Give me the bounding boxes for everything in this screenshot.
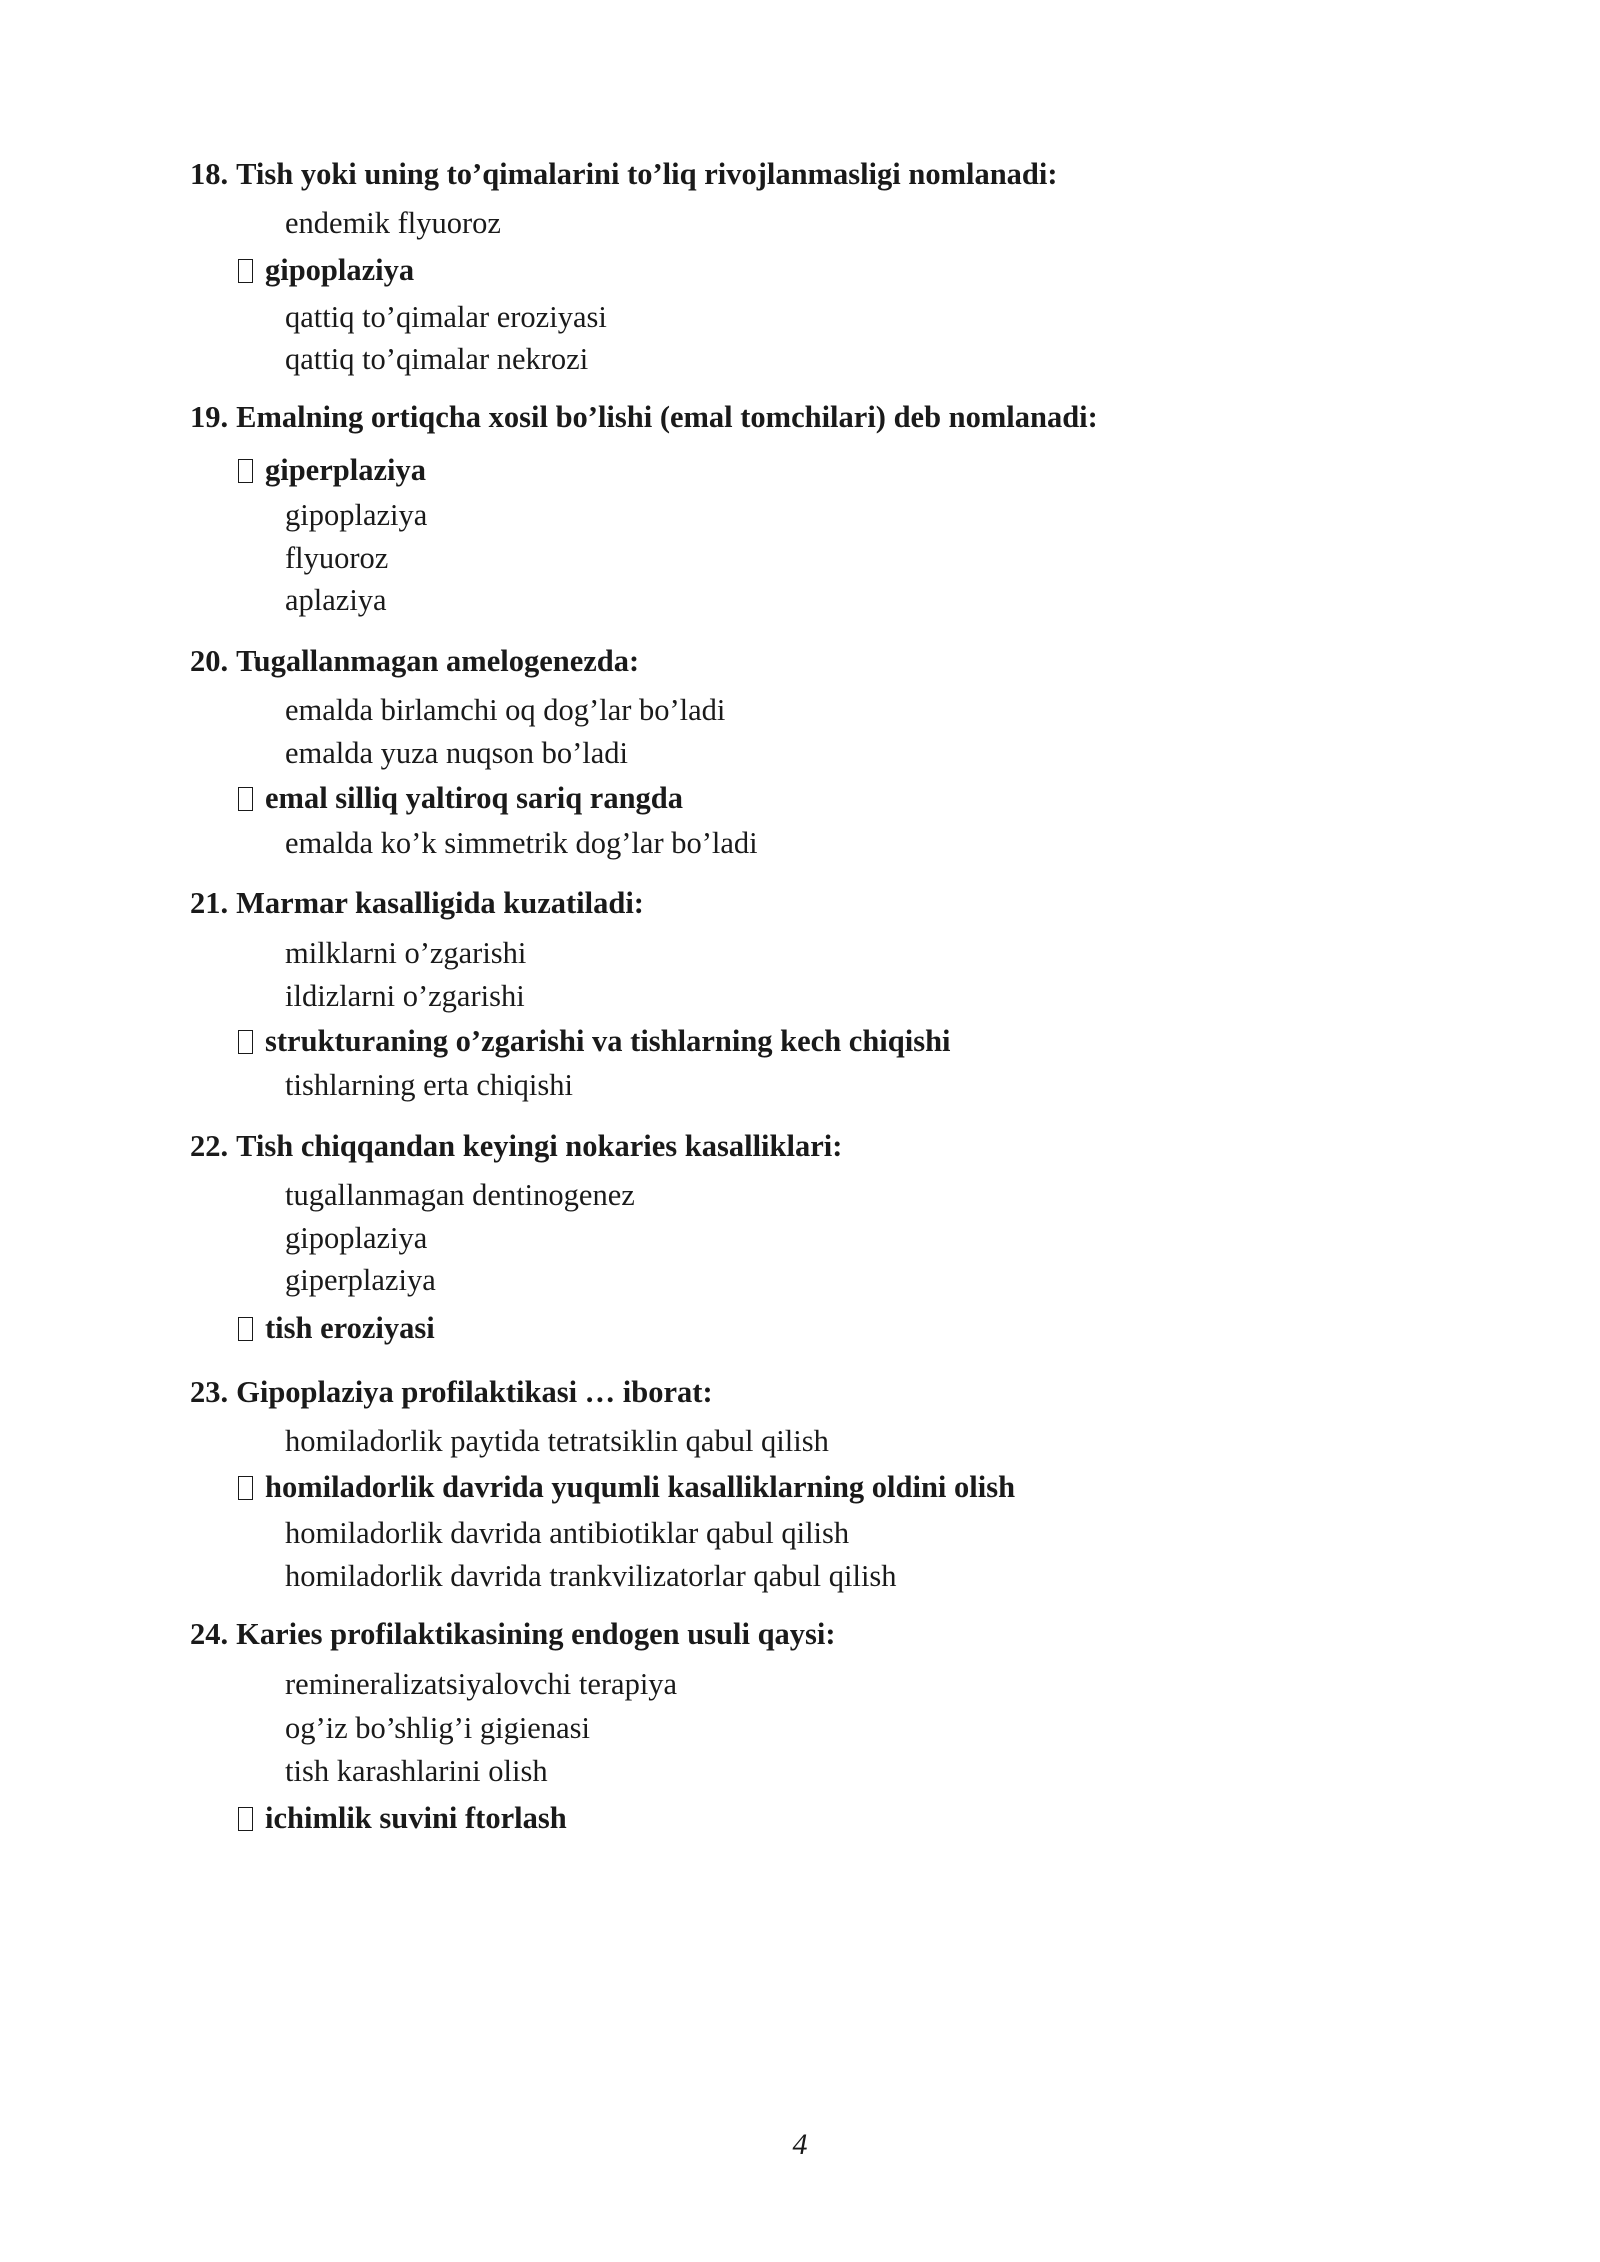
answer-option	[285, 585, 387, 616]
answer-option-text: tishlarning erta chiqishi	[285, 1068, 573, 1102]
question-number: 20.	[190, 644, 229, 678]
answer-option-text: emalda ko’k simmetrik dog’lar bo’ladi	[285, 826, 758, 860]
question-heading	[190, 1131, 842, 1162]
answer-option	[285, 1180, 635, 1211]
answer-option	[285, 938, 526, 969]
answer-option-correct	[238, 1472, 1015, 1503]
answer-option	[285, 302, 607, 333]
answer-option-text: flyuoroz	[285, 541, 389, 575]
answer-option	[285, 738, 628, 769]
answer-option-text: endemik flyuoroz	[285, 206, 501, 240]
answer-option-correct	[238, 455, 426, 486]
question-heading	[190, 646, 639, 677]
answer-option-correct	[238, 1313, 435, 1344]
question-heading	[190, 1619, 836, 1650]
correct-answer-box-icon	[238, 259, 253, 283]
answer-option-correct	[238, 1803, 567, 1834]
answer-option-text: aplaziya	[285, 583, 387, 617]
answer-option-text: ichimlik suvini ftorlash	[265, 1801, 567, 1835]
answer-option-text: qattiq to’qimalar nekrozi	[285, 342, 589, 376]
correct-answer-box-icon	[238, 787, 253, 811]
answer-option	[285, 1265, 436, 1296]
question-text: Tish yoki uning to’qimalarini to’liq rivojlanmasligi nomlanadi:	[236, 157, 1058, 191]
answer-option	[285, 208, 501, 239]
answer-option	[285, 543, 388, 574]
answer-option-text: strukturaning o’zgarishi va tishlarning kech chiqishi	[265, 1024, 951, 1058]
answer-option-text: giperplaziya	[285, 1263, 436, 1297]
question-text: Gipoplaziya profilaktikasi … iborat:	[236, 1375, 713, 1409]
question-heading	[190, 1377, 713, 1408]
page-number: 4	[792, 2128, 808, 2161]
correct-answer-box-icon	[238, 1317, 253, 1341]
answer-option-text: emal silliq yaltiroq sariq rangda	[265, 781, 684, 815]
answer-option-text: homiladorlik davrida antibiotiklar qabul qilish	[285, 1516, 850, 1550]
answer-option	[285, 695, 725, 726]
answer-option-text: gipoplaziya	[265, 253, 415, 287]
question-number: 19.	[190, 400, 229, 434]
answer-option-text: remineralizatsiyalovchi terapiya	[285, 1667, 678, 1701]
answer-option-text: tugallanmagan dentinogenez	[285, 1178, 635, 1212]
question-number: 24.	[190, 1617, 229, 1651]
question-heading	[190, 402, 1098, 433]
answer-option	[285, 1070, 573, 1101]
answer-option-text: emalda birlamchi oq dog’lar bo’ladi	[285, 693, 726, 727]
question-text: Tugallanmagan amelogenezda:	[236, 644, 640, 678]
answer-option-text: milklarni o’zgarishi	[285, 936, 527, 970]
correct-answer-box-icon	[238, 1476, 253, 1500]
answer-option-text: og’iz bo’shlig’i gigienasi	[285, 1711, 590, 1745]
question-number: 21.	[190, 886, 229, 920]
question-heading	[190, 159, 1058, 190]
answer-option-text: tish karashlarini olish	[285, 1754, 548, 1788]
answer-option	[285, 981, 525, 1012]
question-text: Emalning ortiqcha xosil bo’lishi (emal tomchilari) deb nomlanadi:	[236, 400, 1098, 434]
answer-option-text: gipoplaziya	[285, 498, 428, 532]
answer-option-text: homiladorlik davrida yuqumli kasalliklarning oldini olish	[265, 1470, 1016, 1504]
question-heading	[190, 888, 644, 919]
question-text: Karies profilaktikasining endogen usuli qaysi:	[236, 1617, 836, 1651]
correct-answer-box-icon	[238, 1030, 253, 1054]
answer-option-correct	[238, 783, 683, 814]
question-number: 23.	[190, 1375, 229, 1409]
answer-option	[285, 1426, 829, 1457]
answer-option-correct	[238, 1026, 951, 1057]
answer-option-text: tish eroziyasi	[265, 1311, 435, 1345]
answer-option-text: gipoplaziya	[285, 1221, 428, 1255]
answer-option-text: qattiq to’qimalar eroziyasi	[285, 300, 607, 334]
answer-option-correct	[238, 255, 414, 286]
answer-option	[285, 1756, 548, 1787]
answer-option-text: homiladorlik davrida trankvilizatorlar qabul qilish	[285, 1559, 897, 1593]
answer-option	[285, 1669, 677, 1700]
answer-option-text: emalda yuza nuqson bo’ladi	[285, 736, 629, 770]
answer-option-text: ildizlarni o’zgarishi	[285, 979, 525, 1013]
question-text: Tish chiqqandan keyingi nokaries kasalliklari:	[236, 1129, 843, 1163]
answer-option	[285, 1561, 897, 1592]
correct-answer-box-icon	[238, 1807, 253, 1831]
answer-option-text: giperplaziya	[265, 453, 426, 487]
answer-option	[285, 344, 588, 375]
answer-option	[285, 1223, 427, 1254]
question-number: 18.	[190, 157, 229, 191]
answer-option	[285, 828, 758, 859]
answer-option-text: homiladorlik paytida tetratsiklin qabul qilish	[285, 1424, 829, 1458]
answer-option	[285, 1713, 590, 1744]
correct-answer-box-icon	[238, 459, 253, 483]
question-text: Marmar kasalligida kuzatiladi:	[236, 886, 644, 920]
question-number: 22.	[190, 1129, 229, 1163]
answer-option	[285, 500, 427, 531]
answer-option	[285, 1518, 849, 1549]
